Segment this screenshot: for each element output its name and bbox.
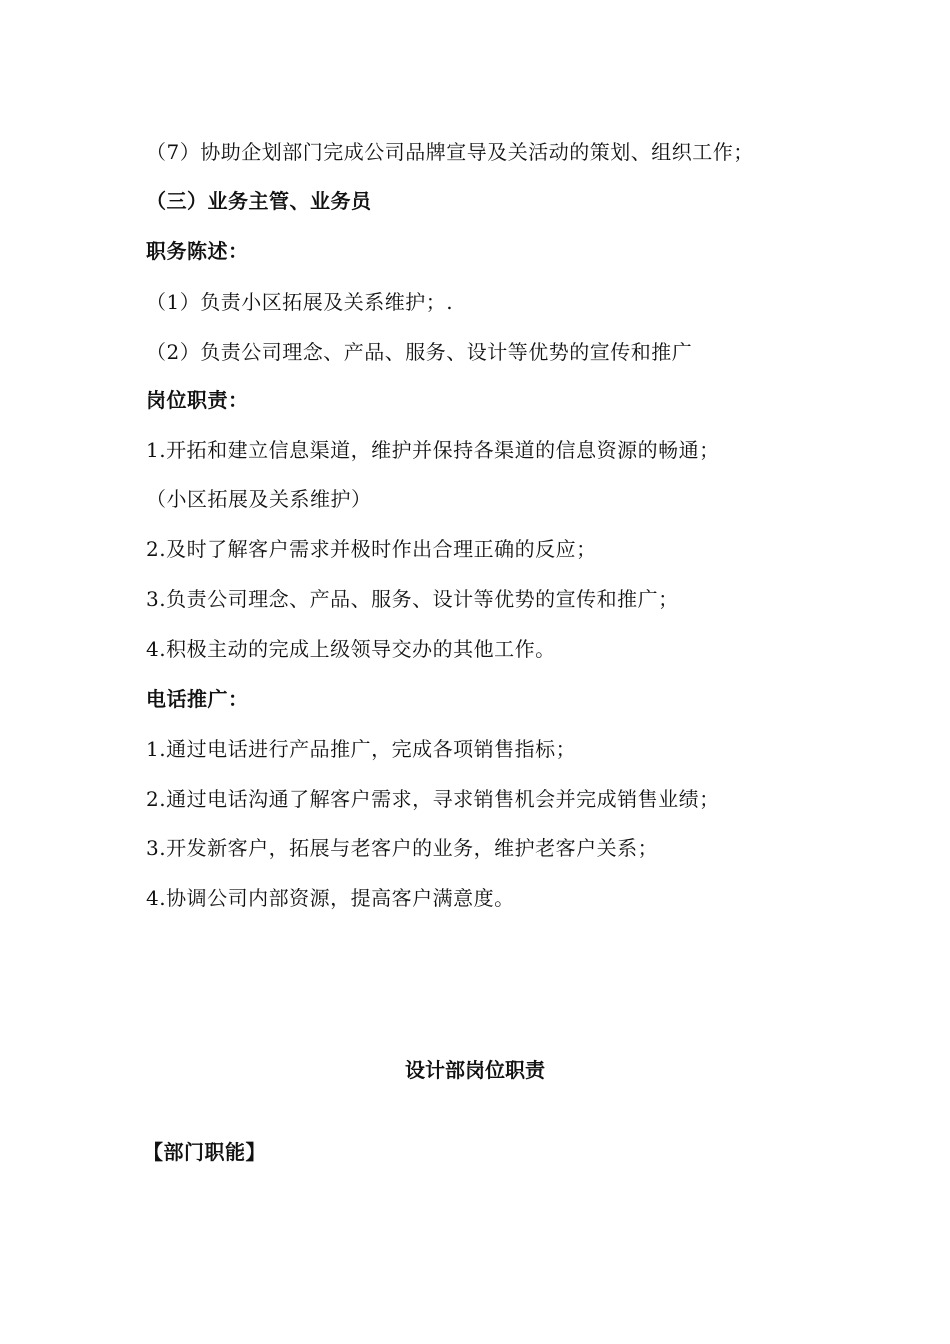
duty-statement-heading: 职务陈述：	[146, 239, 249, 263]
phone-promo-item: 2.通过电话沟通了解客户需求，寻求销售机会并完成销售业绩；	[146, 787, 720, 811]
phone-promo-item: 4.协调公司内部资源，提高客户满意度。	[146, 886, 515, 910]
section-3-heading: （三）业务主管、业务员	[146, 189, 372, 213]
post-duties-heading: 岗位职责：	[146, 388, 249, 412]
duty-statement-item: （2）负责公司理念、产品、服务、设计等优势的宣传和推广	[146, 340, 693, 364]
post-duties-item: 2.及时了解客户需求并极时作出合理正确的反应；	[146, 537, 597, 561]
phone-promo-item: 3.开发新客户，拓展与老客户的业务，维护老客户关系；	[146, 836, 659, 860]
post-duties-item: 1.开拓和建立信息渠道，维护并保持各渠道的信息资源的畅通；	[146, 438, 720, 462]
design-dept-title: 设计部岗位职责	[405, 1058, 545, 1082]
phone-promo-heading: 电话推广：	[146, 687, 249, 711]
post-duties-item: 4.积极主动的完成上级领导交办的其他工作。	[146, 637, 556, 661]
dept-function-heading: 【部门职能】	[143, 1140, 266, 1164]
item-7-text: （7）协助企划部门完成公司品牌宣导及关活动的策划、组织工作；	[146, 140, 754, 164]
duty-statement-item: （1）负责小区拓展及关系维护；.	[146, 290, 454, 314]
post-duties-item: 3.负责公司理念、产品、服务、设计等优势的宣传和推广；	[146, 587, 679, 611]
post-duties-item: （小区拓展及关系维护）	[146, 487, 372, 511]
phone-promo-item: 1.通过电话进行产品推广，完成各项销售指标；	[146, 737, 577, 761]
